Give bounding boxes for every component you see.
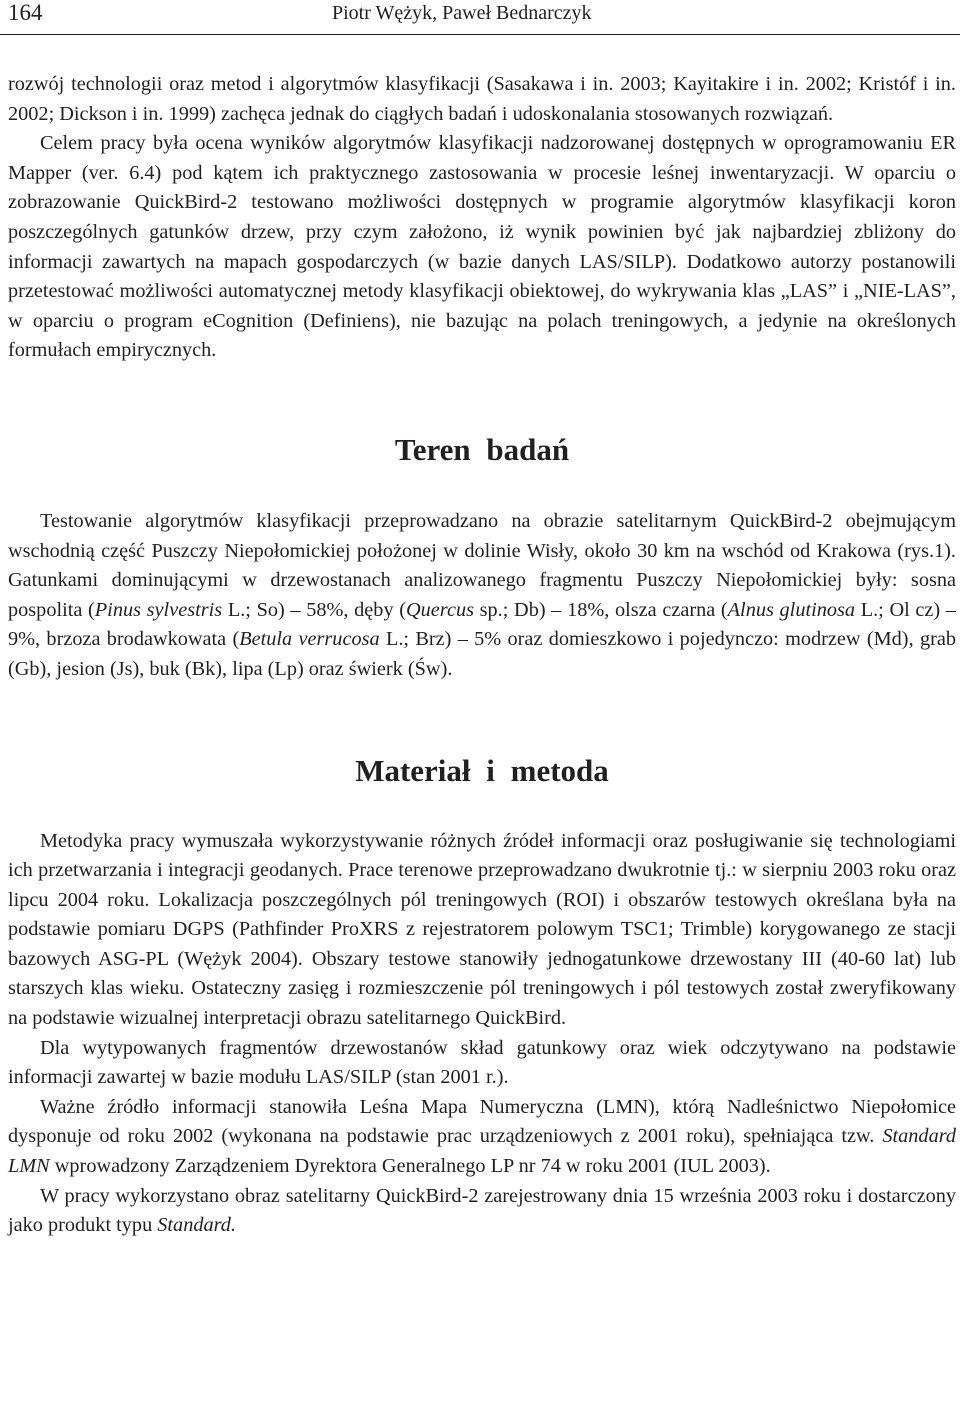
page-header <box>0 0 960 35</box>
text-run: L.; Brz) – 5% oraz domieszkowo i pojedynczo: modrzew (Md), grab (Gb), jesion (Js), buk (Bk), lipa (Lp) oraz świerk (Św). <box>8 628 956 680</box>
standard-product-term: Standard. <box>157 1214 236 1237</box>
text-run: L.; So) – 58%, dęby ( <box>222 598 407 621</box>
methods-paragraph-4 <box>8 1182 956 1241</box>
species-name-alnus: Alnus glutinosa <box>727 598 856 621</box>
methods-paragraph-1: Metodyka pracy wymuszała wykorzystywanie różnych źródeł informacji oraz posługiwanie się technologiami ich przetwarzania i integracji geodanych. Prace terenowe przeprowadzano dwukrotnie tj.: w sierpniu 2003 roku oraz lipcu 2004 roku. Lokalizacja poszczególnych pól treningowych (ROI) i obszarów testowych określana była na podstawie pomiaru DGPS (Pathfinder ProXRS z rejestratorem polowym TSC1; Trimble) korygowanego ze stacji bazowych ASG-PL (Wężyk 2004). Obszary testowe stanowiły jednogatunkowe drzewostany III (40-60 lat) lub starszych klas wieku. Ostateczny zasięg i rozmieszczenie pól treningowych i pól testowych został zweryfikowany na podstawie wizualnej interpretacji obrazu satelitarnego QuickBird. <box>8 829 956 1030</box>
standard-lmn-term: Standard LMN <box>8 1125 956 1178</box>
running-head-authors: Piotr Wężyk, Paweł Bednarczyk <box>332 2 592 24</box>
text-run: Testowanie algorytmów klasyfikacji przeprowadzano na obrazie satelitarnym QuickBird-2 obejmującym wschodnią część Puszczy Niepołomickiej położonej w dolinie Wisły, około 30 km na wschód od Krakowa (rys.1). Gatunkami dominującymi w drzewostanach analizowanego fragmentu Puszczy Niepołomickiej były: sosna pospolita ( <box>8 509 956 621</box>
text-run: wprowadzony Zarządzeniem Dyrektora Generalnego LP nr 74 w roku 2001 (IUL 2003). <box>49 1155 771 1178</box>
page-body <box>8 70 956 1241</box>
section-heading-study-area: Teren badań <box>394 431 570 467</box>
section-heading-materials-methods: Materiał i metoda <box>355 752 609 788</box>
text-run: Ważne źródło informacji stanowiła Leśna Mapa Numeryczna (LMN), którą Nadleśnictwo Niepołomice dysponuje od roku 2002 (wykonana na podstawie prac urządzeniowych z 2001 roku), spełniająca tzw. <box>8 1095 956 1148</box>
methods-paragraph-3 <box>8 1093 956 1182</box>
intro-paragraph-continued: rozwój technologii oraz metod i algorytmów klasyfikacji (Sasakawa i in. 2003; Kayitakire i in. 2002; Kristóf i in. 2002; Dickson i in. 1999) zachęca jednak do ciągłych badań i udoskonalania stosowanych rozwiązań. <box>8 73 956 125</box>
methods-paragraph-2: Dla wytypowanych fragmentów drzewostanów skład gatunkowy oraz wiek odczytywano na podstawie informacji zawartej w bazie modułu LAS/SILP (stan 2001 r.). <box>8 1036 956 1089</box>
page-number: 164 <box>8 0 43 25</box>
species-name-betula: Betula verrucosa <box>239 628 380 651</box>
intro-paragraph-aim: Celem pracy była ocena wyników algorytmów klasyfikacji nadzorowanej dostępnych w oprogramowaniu ER Mapper (ver. 6.4) pod kątem ich praktycznego zastosowania w procesie leśnej inwentaryzacji. W oparciu o zobrazowanie QuickBird-2 testowano możliwości dostępnych w programie algorytmów klasyfikacji koron poszczególnych gatunków drzew, przy czym założono, iż wynik powinien być jak najbardziej zbliżony do informacji zawartych na mapach gospodarczych (w bazie danych LAS/SILP). Dodatkowo autorzy postanowili przetestować możliwości automatycznej metody klasyfikacji obiektowej, do wykrywania klas „LAS” i „NIE-LAS”, w oparciu o program eCognition (Definiens), nie bazując na polach treningowych, a jedynie na określonych formułach empirycznych. <box>8 132 956 362</box>
species-name-quercus: Quercus <box>406 598 474 621</box>
text-run: L.; Ol cz) – 9%, brzoza brodawkowata ( <box>8 598 956 651</box>
species-name-pinus: Pinus sylvestris <box>94 598 223 621</box>
study-area-paragraph <box>8 507 956 685</box>
text-run: sp.; Db) – 18%, olsza czarna ( <box>473 598 728 621</box>
text-run: W pracy wykorzystano obraz satelitarny QuickBird-2 zarejestrowany dnia 15 września 2003 roku i dostarczony jako produkt typu <box>8 1184 956 1237</box>
